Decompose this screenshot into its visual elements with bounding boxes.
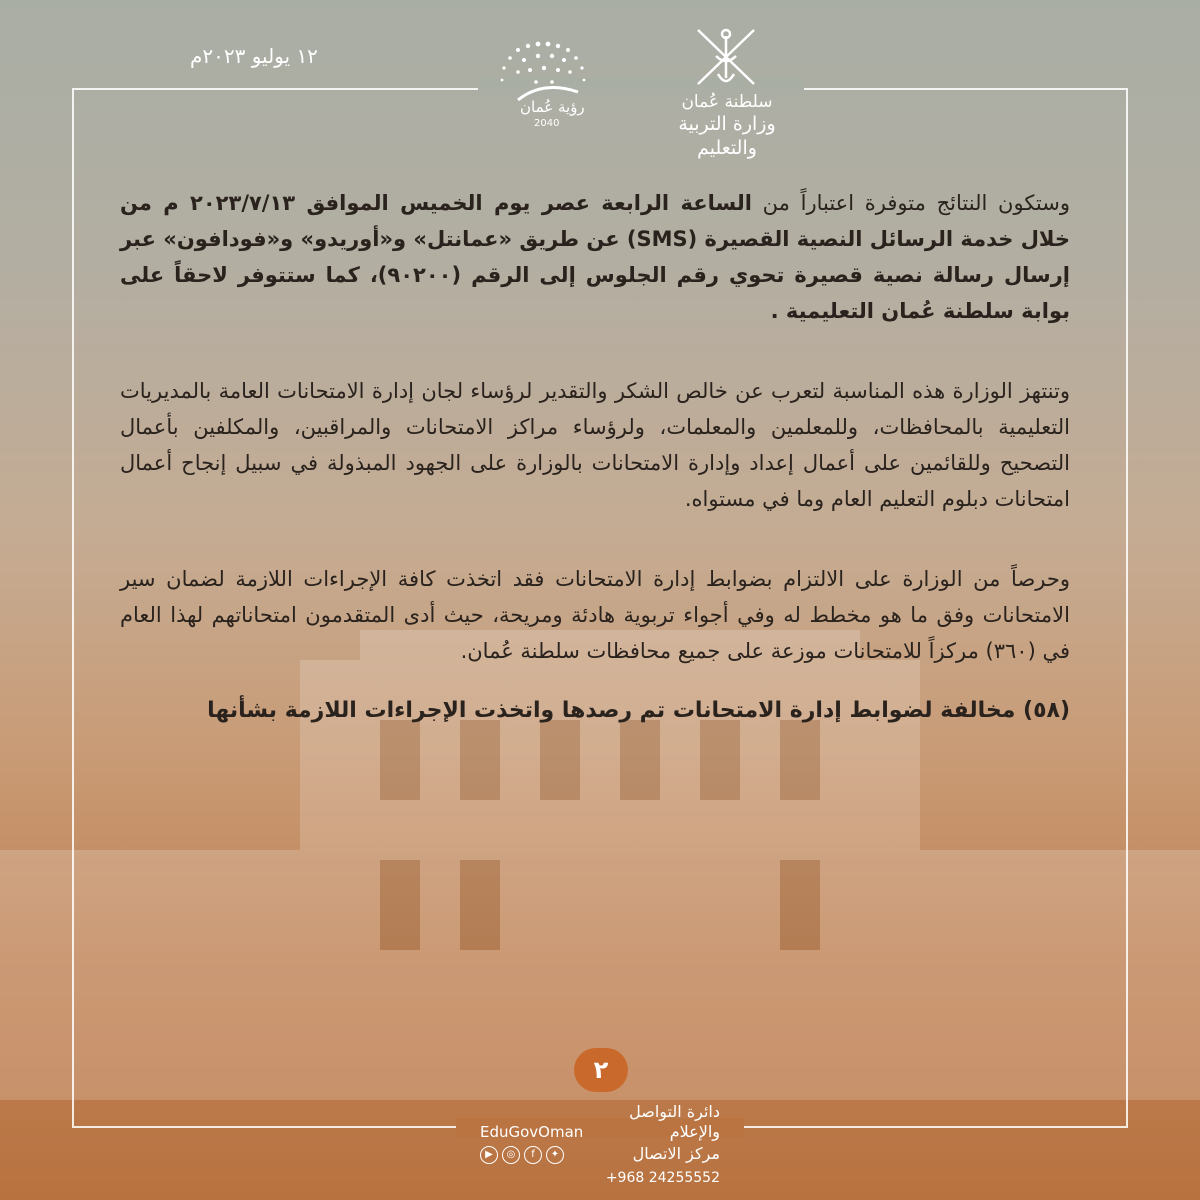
footer-department [590, 1102, 720, 1188]
article-body [120, 185, 1070, 729]
footer-dept-line1: دائرة التواصل والإعلام [629, 1102, 720, 1141]
footer-dept-line2: مركز الاتصال [632, 1144, 720, 1163]
page-number-badge: ٢ [574, 1048, 628, 1092]
vision-text: رؤية عُمان [520, 98, 585, 116]
paragraph-procedures: وحرصاً من الوزارة على الالتزام بضوابط إدارة الامتحانات فقد اتخذت كافة الإجراءات اللازمة لضمان سير الامتحانات وفق ما هو مخطط له وفي أجواء تربوية هادئة ومريحة، حيث أدى المتقدمون امتحاناتهم لهذا العام في (٣٦٠) مركزاً للامتحانات موزعة على جميع محافظات سلطنة عُمان. [120, 567, 1070, 663]
ministry-title [652, 92, 802, 160]
paragraph-violations: (٥٨) مخالفة لضوابط إدارة الامتحانات تم رصدها واتخذت الإجراءات اللازمة بشأنها [207, 698, 1070, 723]
paragraph-results-details: الساعة الرابعة عصر يوم الخميس الموافق ٢٠٢٣/٧/١٣ م من خلال خدمة الرسائل النصية القصيرة (SMS) عن طريق «عمانتل» و«أوريدو» و«فودافون» عبر إرسال رسالة نصية قصيرة تحوي رقم الجلوس إلى الرقم (٩٠٢٠٠)، كما ستتوفر لاحقاً على بوابة سلطنة عُمان التعليمية . [119, 191, 1070, 323]
paragraph-results-intro: وستكون النتائج متوفرة اعتباراً من [751, 191, 1070, 215]
instagram-icon[interactable]: ◎ [502, 1146, 520, 1164]
ministry-name: وزارة التربية والتعليم [678, 113, 776, 159]
social-icons [480, 1146, 600, 1164]
ministry-country: سلطنة عُمان [681, 92, 773, 112]
twitter-icon[interactable]: ✦ [546, 1146, 564, 1164]
facebook-icon[interactable]: f [524, 1146, 542, 1164]
paragraph-results [120, 185, 1070, 329]
footer-handle[interactable]: EduGovOman [480, 1123, 584, 1141]
oman-emblem-icon [686, 22, 766, 92]
vision-year: 2040 [534, 118, 560, 129]
footer-social [480, 1102, 600, 1164]
youtube-icon[interactable]: ▶ [480, 1146, 498, 1164]
paragraph-thanks: وتنتهز الوزارة هذه المناسبة لتعرب عن خالص الشكر والتقدير لرؤساء لجان إدارة الامتحانات العامة بالمديريات التعليمية بالمحافظات، وللمعلمين والمعلمات، ولرؤساء مراكز الامتحانات والمراقبين، والمكلفين بأعمال التصحيح وللقائمين على أعمال إعداد وإدارة الامتحانات بالوزارة على الجهود المبذولة في سبيل إنجاح أعمال امتحانات دبلوم التعليم العام وما في مستواه. [120, 379, 1070, 511]
publication-date: ١٢ يوليو ٢٠٢٣م [190, 44, 318, 68]
footer-phone[interactable]: +968 24255552 [605, 1170, 720, 1186]
